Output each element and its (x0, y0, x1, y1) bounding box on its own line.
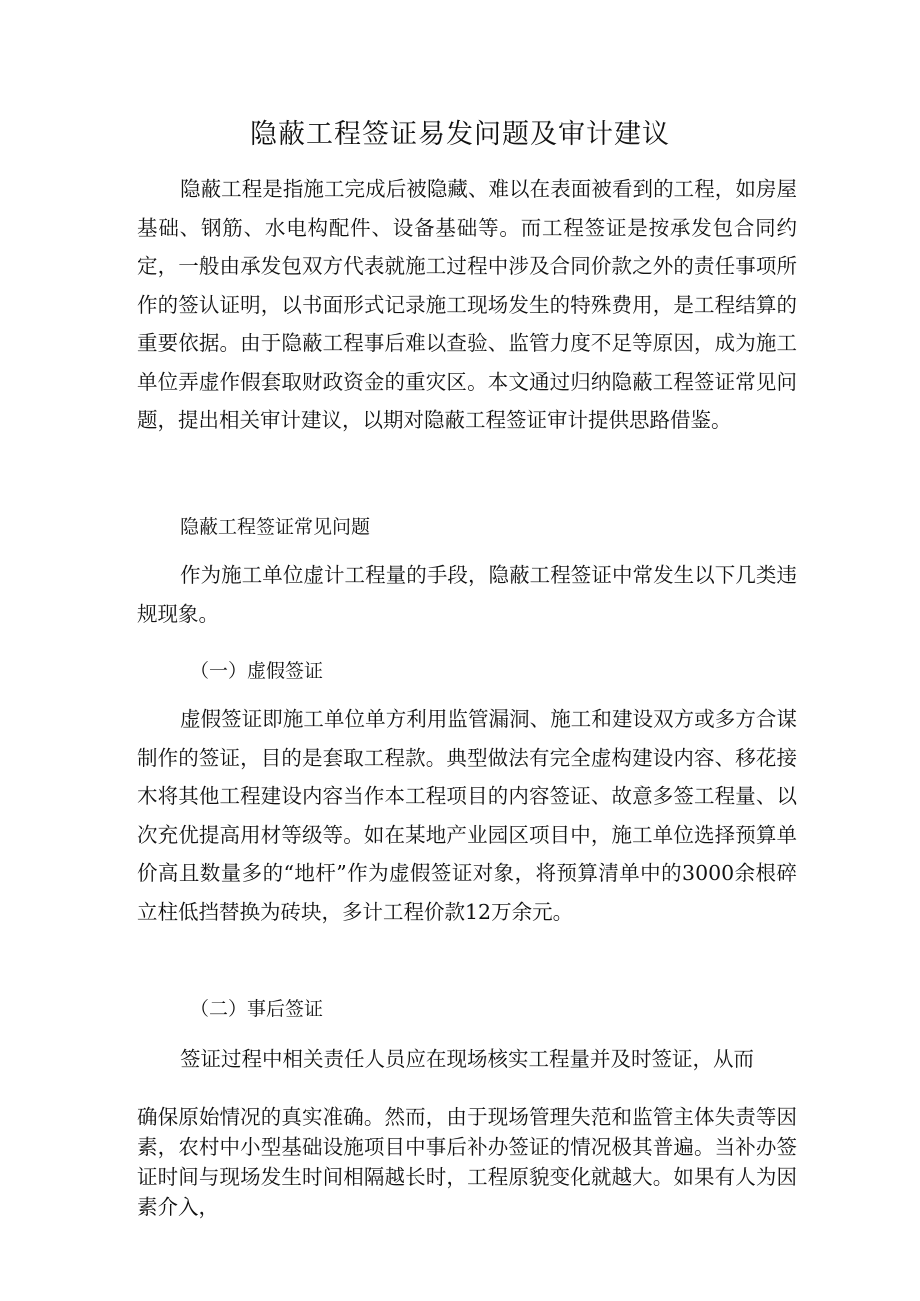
subsection-2-heading: （二）事后签证 (190, 998, 324, 1020)
subsection-1-heading: （一）虚假签证 (190, 660, 324, 682)
section-intro-paragraph: 作为施工单位虚计工程量的手段，隐蔽工程签证中常发生以下几类违规现象。 (137, 563, 797, 626)
section-heading: 隐蔽工程签证常见问题 (180, 516, 371, 538)
document-title: 隐蔽工程签证易发问题及审计建议 (250, 119, 670, 150)
intro-paragraph: 隐蔽工程是指施工完成后被隐藏、难以在表面被看到的工程，如房屋基础、钢筋、水电构配件、设备基础等。而工程签证是按承发包合同约定，一般由承发包双方代表就施工过程中涉及合同价款之外的责任事项所作的签认证明，以书面形式记录施工现场发生的特殊费用，是工程结算的重要依据。由于隐蔽工程事后难以查验、监管力度不足等原因，成为施工单位弄虚作假套取财政资金的重灾区。本文通过归纳隐蔽工程签证常见问题，提出相关审计建议，以期对隐蔽工程签证审计提供思路借鉴。 (137, 177, 797, 432)
subsection-2-paragraph-continued: 确保原始情况的真实准确。然而，由于现场管理失范和监管主体失责等因素，农村中小型基础设施项目中事后补办签证的情况极其普遍。当补办签证时间与现场发生时间相隔越长时，工程原貌变化就越大。如果有人为因素介入， (137, 1105, 797, 1219)
subsection-2-paragraph-line1: 签证过程中相关责任人员应在现场核实工程量并及时签证，从而 (180, 1047, 754, 1071)
subsection-1-paragraph: 虚假签证即施工单位单方利用监管漏洞、施工和建设双方或多方合谋制作的签证，目的是套取工程款。典型做法有完全虚构建设内容、移花接木将其他工程建设内容当作本工程项目的内容签证、故意多签工程量、以次充优提高用材等级等。如在某地产业园区项目中，施工单位选择预算单价高且数量多的“地杆”作为虚假签证对象，将预算清单中的3000余根碎立柱低挡替换为砖块，多计工程价款12万余元。 (137, 707, 797, 924)
